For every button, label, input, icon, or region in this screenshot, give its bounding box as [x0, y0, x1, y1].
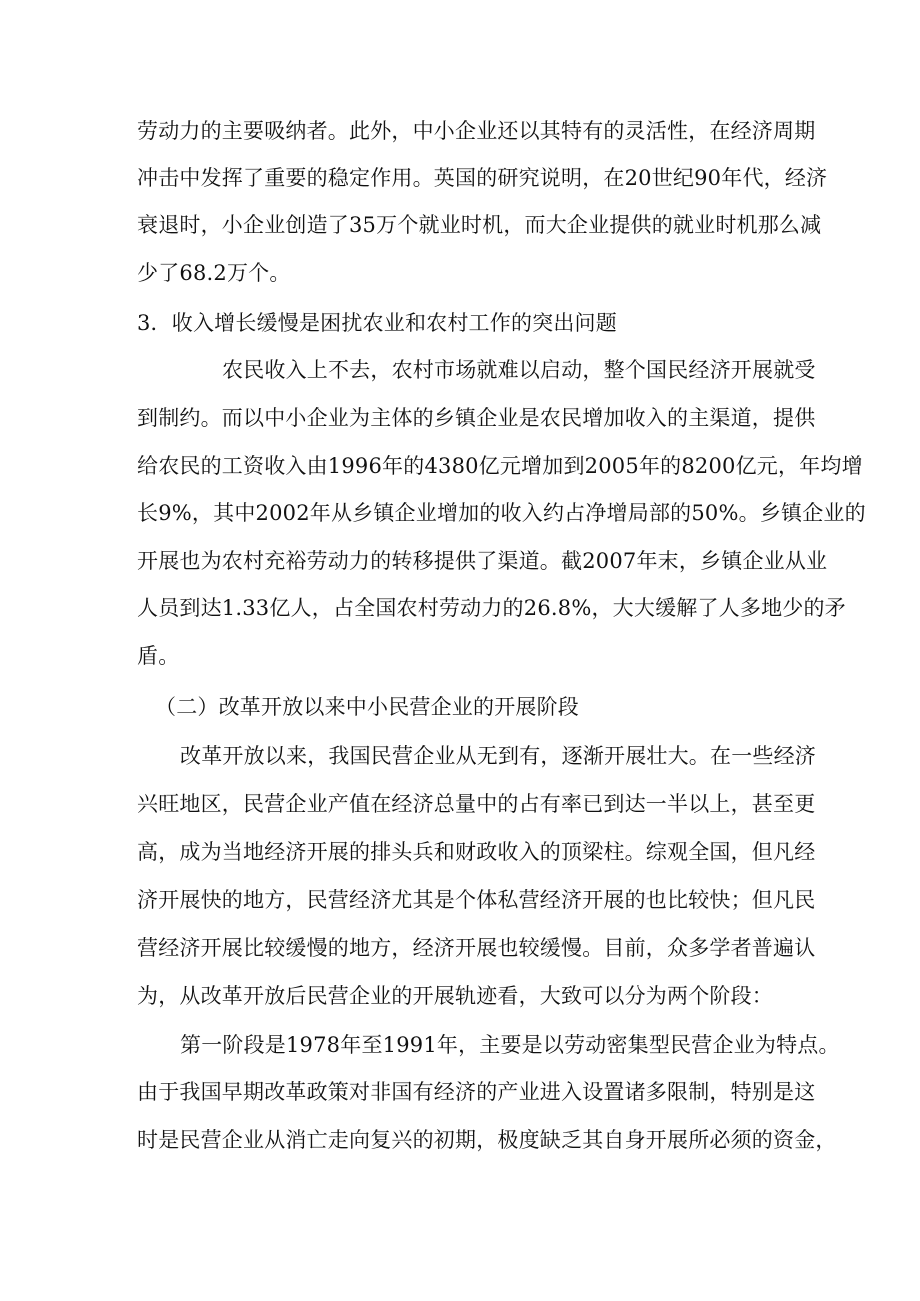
text-line: 少了68.2万个。: [137, 261, 291, 285]
text-line: 给农民的工资收入由1996年的4380亿元增加到2005年的8200亿元，年均增: [137, 454, 863, 478]
text-line: 开展也为农村充裕劳动力的转移提供了渠道。截2007年末，乡镇企业从业: [137, 549, 828, 573]
text-line: 由于我国早期改革政策对非国有经济的产业进入设置诸多限制，特别是这: [137, 1080, 816, 1104]
text-line: 人员到达1.33亿人，占全国农村劳动力的26.8%，大大缓解了人多地少的矛: [137, 596, 846, 620]
text-line: 劳动力的主要吸纳者。此外，中小企业还以其特有的灵活性，在经济周期: [137, 119, 816, 143]
text-line: 盾。: [137, 644, 180, 668]
text-line: 改革开放以来，我国民营企业从无到有，逐渐开展壮大。在一些经济: [180, 744, 816, 768]
text-line: 为，从改革开放后民营企业的开展轨迹看，大致可以分为两个阶段：: [137, 984, 773, 1008]
text-line: 高，成为当地经济开展的排头兵和财政收入的顶梁柱。综观全国，但凡经: [137, 840, 816, 864]
text-line: 衰退时，小企业创造了35万个就业时机，而大企业提供的就业时机那么减: [137, 213, 822, 237]
text-line: 时是民营企业从消亡走向复兴的初期，极度缺乏其自身开展所必须的资金，: [137, 1128, 837, 1152]
text-line: 长9%，其中2002年从乡镇企业增加的收入约占净增局部的50%。乡镇企业的: [137, 501, 866, 525]
section-heading: 3．收入增长缓慢是困扰农业和农村工作的突出问题: [137, 311, 617, 335]
text-line: 济开展快的地方，民营经济尤其是个体私营经济开展的也比较快；但凡民: [137, 888, 816, 912]
text-line: 农民收入上不去，农村市场就难以启动，整个国民经济开展就受: [222, 358, 816, 382]
text-line: 到制约。而以中小企业为主体的乡镇企业是农民增加收入的主渠道，提供: [137, 406, 816, 430]
section-heading: （二）改革开放以来中小民营企业的开展阶段: [155, 695, 579, 719]
text-line: 兴旺地区，民营企业产值在经济总量中的占有率已到达一半以上，甚至更: [137, 792, 816, 816]
text-line: 第一阶段是1978年至1991年，主要是以劳动密集型民营企业为特点。: [180, 1033, 840, 1057]
text-line: 冲击中发挥了重要的稳定作用。英国的研究说明，在20世纪90年代，经济: [137, 166, 828, 190]
text-line: 营经济开展比较缓慢的地方，经济开展也较缓慢。目前，众多学者普遍认: [137, 936, 816, 960]
